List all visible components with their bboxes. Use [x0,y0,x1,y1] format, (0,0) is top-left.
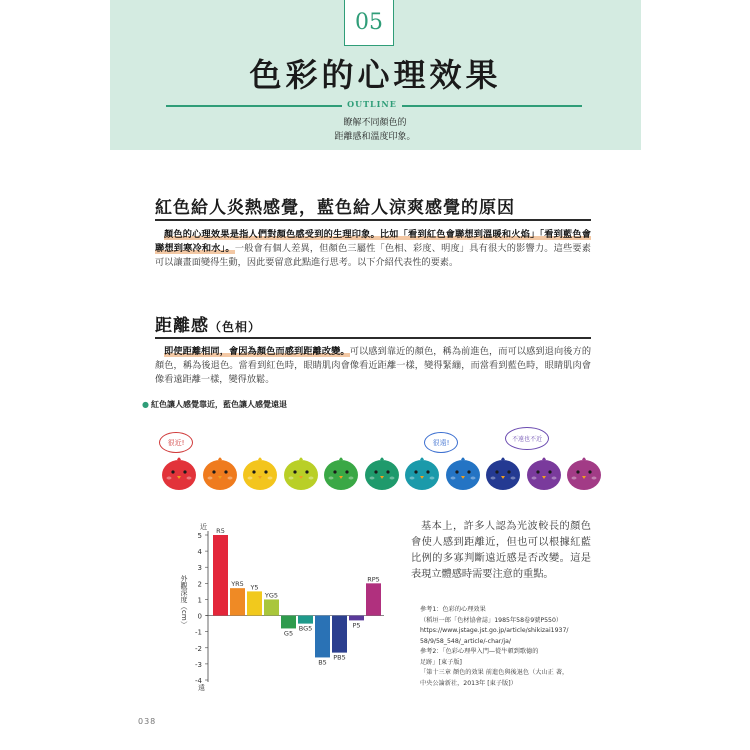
section-paragraph-distance [155,345,591,386]
bar [264,599,279,615]
y-tick-label: 2 [197,580,202,589]
speech-bubble-text: 很近! [167,438,185,447]
chick-icon [322,452,360,492]
bar [247,591,262,615]
y-tick-label: -3 [195,660,202,669]
reference-line: 「第十三章 顏色的效果 前進色與後退色（大山正 著， [420,669,569,676]
y-tick-label: 4 [197,548,202,557]
bar [349,616,364,621]
bar-label: Y5 [250,583,259,592]
chick-icon [403,452,441,492]
references [420,605,600,689]
highlight-text: 即使距離相同，會因為顏色而感到距離改變。 [164,346,350,357]
outline-label: OUTLINE [347,99,397,109]
section-heading-text: 距離感 [155,316,209,336]
reference-line: （稻垣一郎「色材協會誌」1985年58卷9號P550） [420,616,563,624]
bar-label: YG5 [264,591,279,600]
reference-line: 中央公論新社，2013年 [東子版]） [420,679,517,687]
bullet-icon: ● [142,400,149,409]
bar-label: R5 [216,527,225,535]
chick-icon [282,452,320,492]
section-rule [155,219,591,221]
y-axis-bottom-label: 遠 [198,684,205,692]
bar [315,616,330,658]
chick-icon [363,452,401,492]
bar-label: P5 [352,621,361,630]
outline-summary-line1: 瞭解不同顏色的 [343,118,407,128]
page-title: 色彩的心理效果 [249,56,502,94]
y-tick-label: -1 [195,628,202,637]
chick-icon [444,452,482,492]
speech-bubble-neither [505,427,549,450]
bar [298,616,313,624]
speech-bubble-near [159,432,193,453]
bar-label: B5 [318,658,327,667]
bar [281,616,296,629]
y-tick-label: -2 [195,644,202,653]
reference-line: 參考1：色彩的心理效果 [420,606,486,613]
depth-bar-chart [170,520,400,695]
chick-icon [565,452,603,492]
y-tick-label: 5 [197,532,202,540]
bar-label: G5 [283,629,294,638]
y-tick-label: -4 [195,677,202,685]
reference-line: 足跡」[東子版] [420,658,462,666]
reference-line: https://www.jstage.jst.go.jp/article/shikizai1937/ [420,627,569,634]
bar-label: PB5 [333,653,346,662]
y-axis-label: 外觀深度（cm） [180,575,188,628]
figure-caption [142,399,287,410]
bar [366,583,381,615]
speech-bubble-text: 不遠也不近 [511,436,542,443]
y-tick-label: 0 [197,612,202,621]
bar [213,535,228,616]
chapter-number-badge [344,0,394,46]
outline-summary [310,116,440,144]
paragraph-text: 一般會有個人差異，但顏色三屬性「色相、彩度、明度」具有很大的影響力。這些要素可以讓畫面變得生動，因此要留意此點進行思考。以下介紹代表性的要素。 [155,242,591,268]
paragraph-text: 可以感到靠近的顏色，稱為前進色，而可以感到退向後方的顏色，稱為後退色。當看到紅色時，眼睛肌肉會像看近距離一樣，變得緊繃，而當看到藍色時，眼睛肌肉會像看遠距離一樣，變得放鬆。 [155,346,592,385]
bar [332,616,347,653]
bar-label: RP5 [367,575,380,584]
chick-icon [241,452,279,492]
chapter-number: 05 [355,10,383,35]
bar-label: YR5 [231,580,244,589]
bar [230,588,245,615]
y-tick-label: 1 [197,596,202,605]
side-paragraph: 基本上，許多人認為光波較長的顏色會使人感到距離近，但也可以根據紅藍比例的多寡判斷遠近感是否改變。這是表現立體感時需要注意的重點。 [411,521,591,580]
figure-caption-text: 紅色讓人感覺靠近，藍色讓人感覺遠退 [150,400,287,409]
chick-icon [160,452,198,492]
speech-bubble-text: 很遠! [432,438,450,447]
outline-summary-line2: 距離感和溫度印象。 [334,132,416,142]
outline-divider-right [402,105,582,107]
section-rule [155,337,591,339]
bar-label: BG5 [298,624,313,633]
section-heading-distance [155,311,261,336]
page-number: 038 [138,717,157,726]
outline-divider-left [166,105,342,107]
section-heading-suffix: （色相） [209,320,262,334]
color-chick-illustration [160,452,590,497]
highlight-text: 顏色的心理效果是指人們對顏色感受到的生理印象。比如「看到紅色會聯想到溫暖和火焰」「看到藍色會聯想到寒冷和水」。 [155,229,591,254]
reference-line: 58/9/58_548/_article/-char/ja/ [420,637,511,645]
section-paragraph-temperature [155,228,591,269]
section-heading-temperature: 紅色給人炎熱感覺，藍色給人涼爽感覺的原因 [155,198,515,218]
y-axis-top-label: 近 [200,523,207,531]
chick-icon [201,452,239,492]
speech-bubble-far-blue [424,432,458,453]
chick-icon [484,452,522,492]
chick-icon [525,452,563,492]
reference-line: 參考2：「色彩心理學入門—從牛頓到歌德的 [420,648,539,655]
y-tick-label: 3 [197,564,202,573]
